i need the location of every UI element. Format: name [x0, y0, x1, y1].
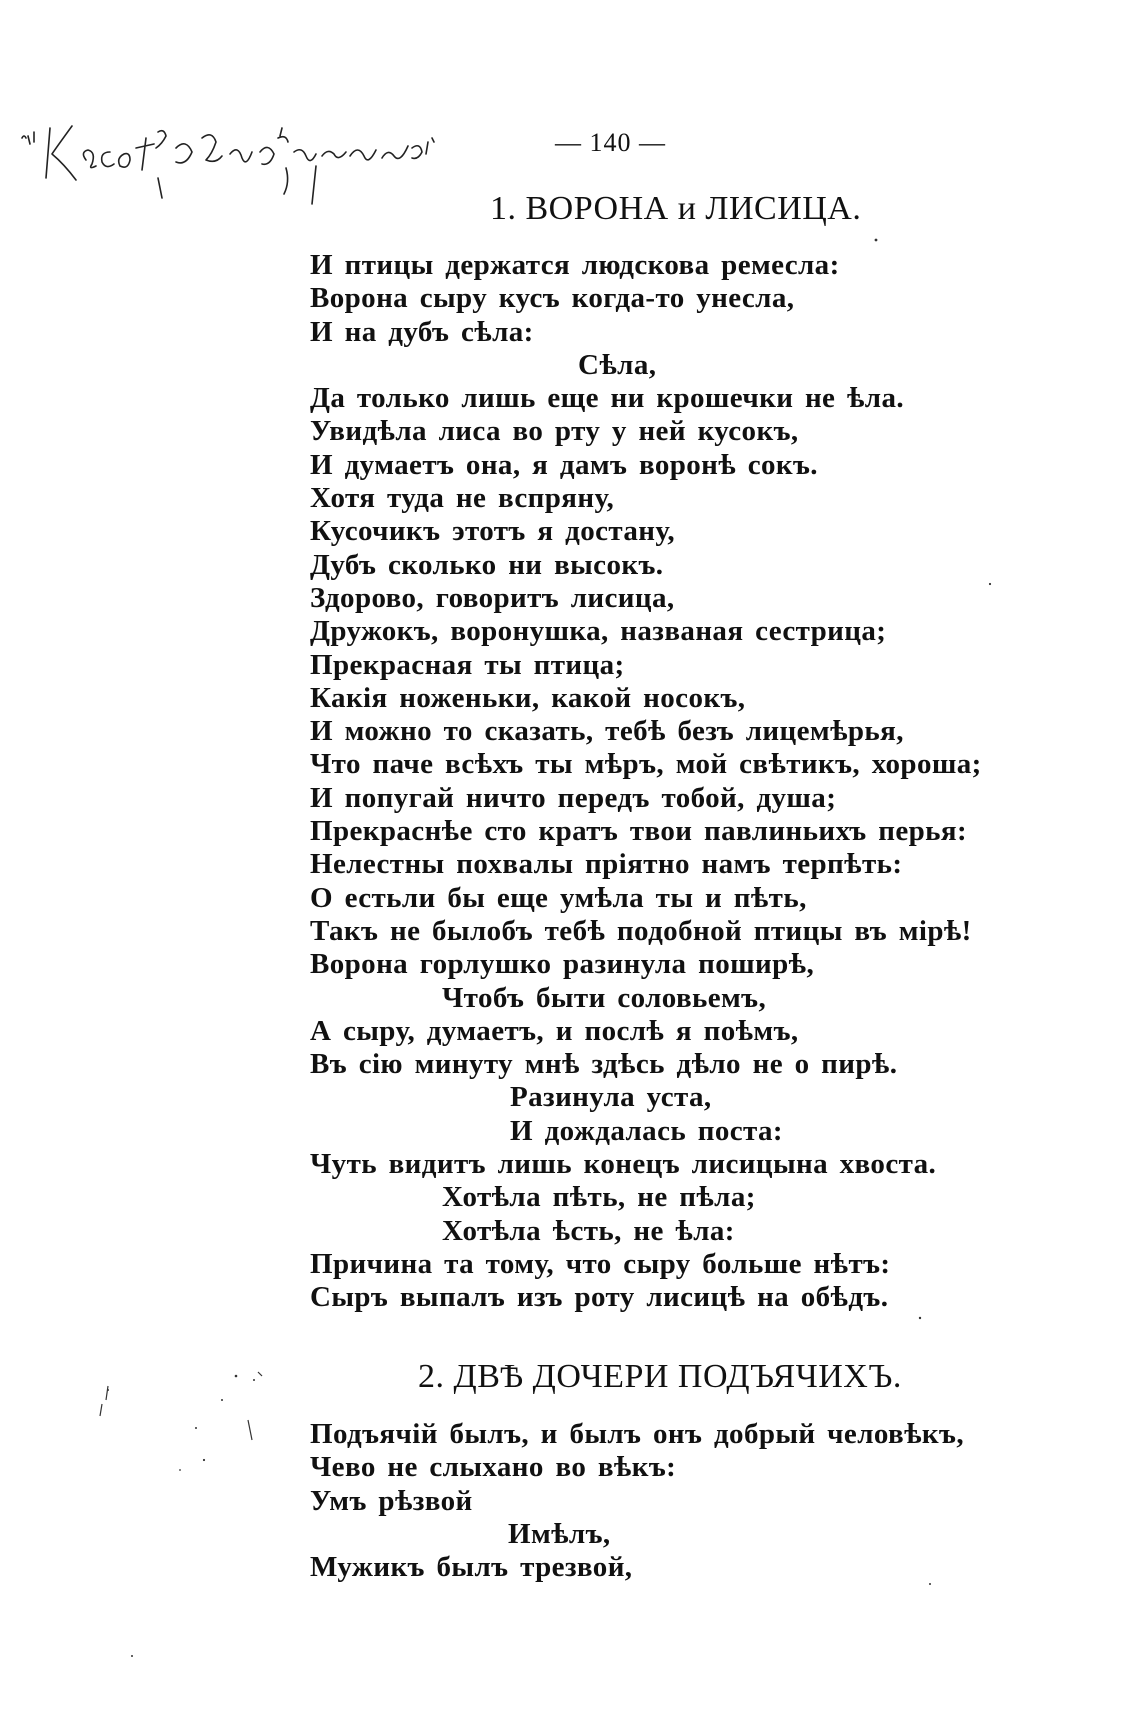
poem-line: Нелестны похвалы пріятно намъ терпѣть: — [310, 848, 903, 881]
poem-line: Ворона сыру кусъ когда-то унесла, — [310, 282, 795, 315]
handwriting-scribble-icon — [16, 108, 496, 218]
fable-2-title: 2. ДВѢ ДОЧЕРИ ПОДЪЯЧИХЪ. — [418, 1358, 902, 1395]
poem-line: Чтобъ быти соловьемъ, — [442, 981, 767, 1014]
handwritten-annotation — [16, 108, 496, 218]
poem-line: Чево не слыхано во вѣкъ: — [310, 1451, 677, 1484]
poem-line: О естьли бы еще умѣла ты и пѣть, — [310, 881, 807, 914]
poem-line: Кусочикъ этотъ я достану, — [310, 515, 676, 548]
poem-line: Разинула уста, — [510, 1081, 712, 1114]
poem-line: Ворона горлушко разинула поширѣ, — [310, 948, 815, 981]
poem-line: И думаетъ она, я дамъ воронѣ сокъ. — [310, 448, 818, 481]
fable-1-title: 1. ВОРОНА и ЛИСИЦА. — [490, 190, 862, 227]
fable-2-poem — [310, 1418, 1010, 1584]
poem-line: Причина та тому, что сыру больше нѣтъ: — [310, 1247, 891, 1280]
poem-line: Хотѣла пѣть, не пѣла; — [442, 1181, 756, 1214]
poem-line: И можно то сказать, тебѣ безъ лицемѣрья, — [310, 715, 904, 748]
poem-line: Здорово, говоритъ лисица, — [310, 581, 675, 614]
poem-line: Хотѣла ѣсть, не ѣла: — [442, 1214, 735, 1247]
poem-line: Подъячій былъ, и былъ онъ добрый человѣкъ, — [310, 1418, 964, 1450]
poem-line: Хотя туда не вспряну, — [310, 482, 615, 515]
page-number: — 140 — — [555, 128, 666, 157]
poem-line: Какія ноженьки, какой носокъ, — [310, 681, 746, 714]
poem-line: Что паче всѣхъ ты мѣръ, мой свѣтикъ, хороша; — [310, 748, 982, 781]
poem-line: Имѣлъ, — [508, 1517, 611, 1550]
poem-line: Сѣла, — [578, 348, 657, 381]
poem-line: И попугай ничто передъ тобой, душа; — [310, 781, 837, 814]
poem-line: Увидѣла лиса во рту у ней кусокъ, — [310, 415, 799, 448]
poem-line: Прекраснѣе сто кратъ твои павлиньихъ перья: — [310, 815, 968, 848]
poem-line: И дождалась поста: — [510, 1114, 783, 1147]
poem-line: Такъ не былобъ тебѣ подобной птицы въ мірѣ! — [310, 914, 972, 947]
poem-line: А сыру, думаетъ, и послѣ я поѣмъ, — [310, 1014, 799, 1047]
poem-line: И птицы держатся людскова ремесла: — [310, 249, 840, 281]
poem-line: Сыръ выпалъ изъ роту лисицѣ на обѣдъ. — [310, 1281, 889, 1314]
fable-1-poem — [310, 249, 1010, 1315]
poem-line: Дубъ сколько ни высокъ. — [310, 548, 664, 581]
poem-line: И на дубъ сѣла: — [310, 315, 534, 348]
poem-line: Чуть видитъ лишь конецъ лисицына хвоста. — [310, 1148, 937, 1181]
poem-line: Прекрасная ты птица; — [310, 648, 625, 681]
poem-line: Въ сію минуту мнѣ здѣсь дѣло не о пирѣ. — [310, 1048, 898, 1081]
poem-line: Умъ рѣзвой — [310, 1484, 473, 1517]
poem-line: Дружокъ, воронушка, названая сестрица; — [310, 615, 887, 648]
poem-line: Да только лишь еще ни крошечки не ѣла. — [310, 382, 905, 415]
poem-line: Мужикъ былъ трезвой, — [310, 1551, 633, 1584]
